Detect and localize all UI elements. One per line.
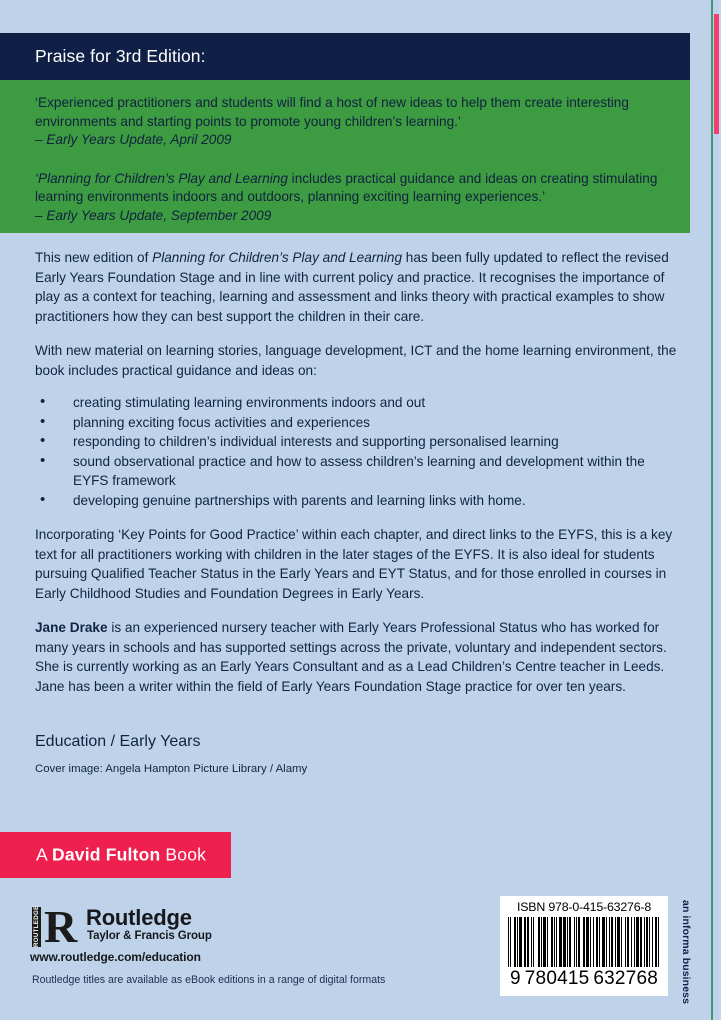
isbn-number: ISBN 978-0-415-63276-8 xyxy=(516,900,652,914)
blurb-bullet-list xyxy=(35,393,680,510)
list-item: • planning exciting focus activities and experiences xyxy=(35,413,680,433)
ean-group-2: 780415 xyxy=(524,968,590,989)
blurb-paragraph-1 xyxy=(35,248,680,326)
informa-business-label: an informa business xyxy=(680,900,692,1005)
blurb-paragraph-3: Incorporating ‘Key Points for Good Practice’ within each chapter, and direct links to the EYFS, this is a key text for all practitioners working with children in the later stages of the EYFS. It is also ideal for students pursuing Qualified Teacher Status in the Early Years and EYT Status, and for those enrolled in courses in Early Childhood Studies and Foundation Degrees in Early Years. xyxy=(35,527,673,601)
publisher-website[interactable]: www.routledge.com/education xyxy=(30,950,201,964)
ean-digits xyxy=(506,967,662,990)
david-fulton-imprint-banner xyxy=(0,832,231,878)
ebook-availability-note: Routledge titles are available as eBook editions in a range of digital formats xyxy=(32,974,386,986)
isbn-barcode xyxy=(500,896,668,996)
author-bio-text: is an experienced nursery teacher with Early Years Professional Status who has worked for many years in schools and has supported settings across the private, voluntary and independent sectors. She is currently working as an Early Years Consultant and as a Lead Children’s Centre teacher in Leeds. Jane has been a writer within the field of Early Years Foundation Stage practice for over ten years. xyxy=(35,620,667,694)
publisher-name: Routledge xyxy=(86,905,192,930)
blurb-paragraph-2: With new material on learning stories, language development, ICT and the home learning environment, the book includes practical guidance and ideas on: xyxy=(35,343,677,378)
david-fulton-label xyxy=(36,845,206,866)
routledge-r-glyph: R xyxy=(44,901,78,952)
subject-category: Education / Early Years xyxy=(35,733,201,750)
ean-group-1: 9 xyxy=(510,968,521,989)
praise-quote-1 xyxy=(35,94,660,150)
praise-heading: Praise for 3rd Edition: xyxy=(35,46,206,66)
barcode-bars xyxy=(508,917,660,967)
routledge-logo-mark-icon xyxy=(32,901,78,952)
publisher-group: Taylor & Francis Group xyxy=(87,930,212,942)
fulton-suffix: Book xyxy=(160,844,207,865)
cover-image-credit: Cover image: Angela Hampton Picture Library / Alamy xyxy=(35,763,308,775)
spine-green-strip xyxy=(711,0,713,1020)
blurb-body xyxy=(35,248,680,711)
blurb-p1-book-title: Planning for Children’s Play and Learning xyxy=(152,250,403,265)
praise-quotes-panel xyxy=(0,80,690,233)
fulton-bold: David Fulton xyxy=(51,844,161,865)
praise-quote-2 xyxy=(35,170,660,226)
praise-quote-2-text: includes practical guidance and ideas on creating stimulating learning environments indoors and outdoors, planning exciting learning experiences.’ xyxy=(35,170,658,205)
blurb-p1-rest: has been fully updated to reflect the revised Early Years Foundation Stage and in line with current policy and practice. It recognises the importance of play as a context for teaching, learning and assessment and links theory with practical examples to show practitioners how they can best support the children in their care. xyxy=(35,250,669,324)
list-item: • creating stimulating learning environments indoors and out xyxy=(35,393,680,413)
author-name: Jane Drake xyxy=(35,620,108,635)
praise-quote-2-source: – Early Years Update, September 2009 xyxy=(35,207,272,223)
list-item: • sound observational practice and how to assess children’s learning and development within the EYFS framework xyxy=(35,452,680,491)
ean-group-3: 632768 xyxy=(593,968,658,989)
list-item: • developing genuine partnerships with parents and learning links with home. xyxy=(35,491,680,511)
blurb-p1-lead: This new edition of xyxy=(35,250,153,265)
fulton-prefix: A xyxy=(36,844,52,865)
routledge-vertical-wordmark: ROUTLEDGE xyxy=(33,905,40,947)
list-item: • responding to children’s individual interests and supporting personalised learning xyxy=(35,432,680,452)
praise-quote-1-source: – Early Years Update, April 2009 xyxy=(35,132,232,148)
routledge-logo xyxy=(32,901,292,952)
praise-quote-1-text: ‘Experienced practitioners and students will find a host of new ideas to help them create interesting environments and starting points to promote young children’s learning.’ xyxy=(35,95,629,129)
author-bio-paragraph xyxy=(35,618,680,696)
praise-header-bar xyxy=(0,33,690,80)
praise-quote-2-title: ‘Planning for Children’s Play and Learning xyxy=(35,170,288,186)
